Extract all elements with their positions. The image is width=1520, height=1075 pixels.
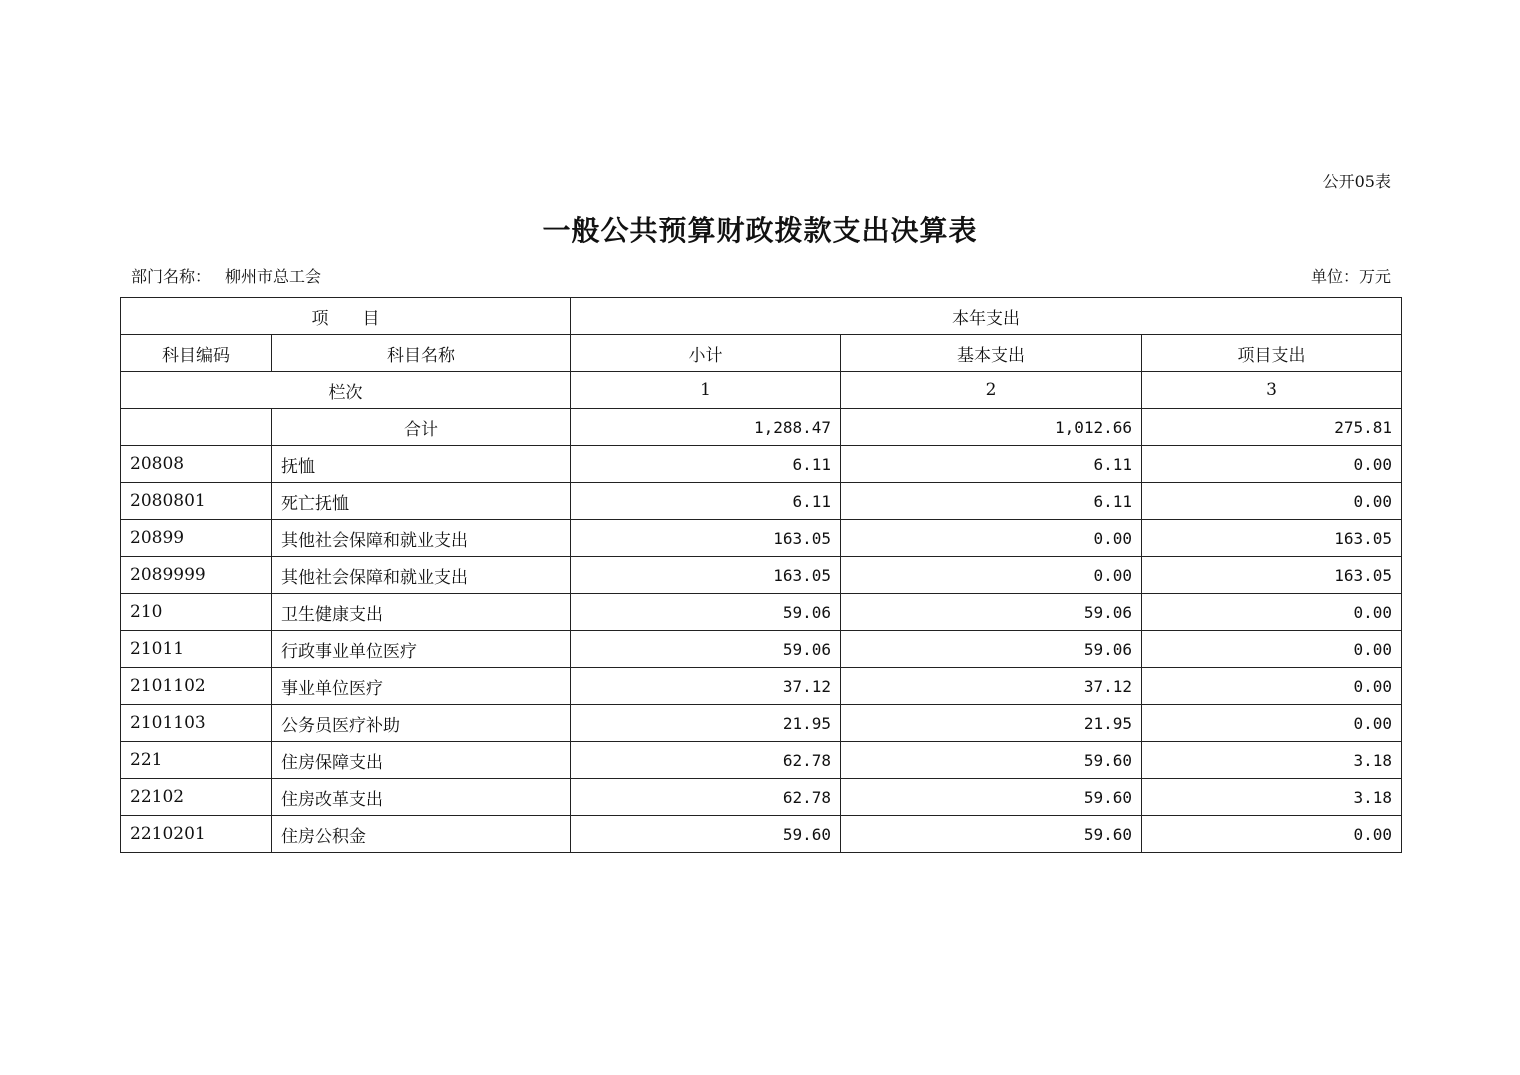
row-subtotal: 163.05 <box>571 557 841 594</box>
row-basic: 59.06 <box>841 631 1142 668</box>
row-subtotal: 21.95 <box>571 705 841 742</box>
row-code: 2089999 <box>121 557 272 594</box>
header-subtotal: 小计 <box>571 335 841 372</box>
row-project: 163.05 <box>1142 520 1402 557</box>
row-project: 3.18 <box>1142 779 1402 816</box>
header-row-1 <box>121 298 1402 335</box>
total-subtotal: 1,288.47 <box>571 409 841 446</box>
table-row <box>121 779 1402 816</box>
header-basic: 基本支出 <box>841 335 1142 372</box>
row-code: 22102 <box>121 779 272 816</box>
row-project: 0.00 <box>1142 483 1402 520</box>
department-line <box>131 266 321 288</box>
row-code: 2101103 <box>121 705 272 742</box>
row-basic: 59.60 <box>841 779 1142 816</box>
row-name: 事业单位医疗 <box>272 668 571 705</box>
row-name: 行政事业单位医疗 <box>272 631 571 668</box>
page-title: 一般公共预算财政拨款支出决算表 <box>542 214 978 247</box>
row-subtotal: 6.11 <box>571 483 841 520</box>
column-index-label: 栏次 <box>121 372 571 409</box>
row-name: 其他社会保障和就业支出 <box>272 520 571 557</box>
row-project: 3.18 <box>1142 742 1402 779</box>
row-name: 公务员医疗补助 <box>272 705 571 742</box>
row-project: 0.00 <box>1142 446 1402 483</box>
row-project: 0.00 <box>1142 594 1402 631</box>
table-row <box>121 594 1402 631</box>
row-subtotal: 59.06 <box>571 594 841 631</box>
row-name: 死亡抚恤 <box>272 483 571 520</box>
header-item-b: 目 <box>362 308 380 329</box>
row-subtotal: 62.78 <box>571 742 841 779</box>
row-project: 163.05 <box>1142 557 1402 594</box>
row-basic: 37.12 <box>841 668 1142 705</box>
row-name: 住房改革支出 <box>272 779 571 816</box>
row-basic: 59.06 <box>841 594 1142 631</box>
header-current-year: 本年支出 <box>571 298 1402 335</box>
column-index-3: 3 <box>1142 372 1402 409</box>
department-name: 柳州市总工会 <box>225 267 322 286</box>
total-label: 合计 <box>272 409 571 446</box>
row-basic: 59.60 <box>841 742 1142 779</box>
table-row <box>121 446 1402 483</box>
column-index-2: 2 <box>841 372 1142 409</box>
table-row <box>121 705 1402 742</box>
column-index-1: 1 <box>571 372 841 409</box>
row-project: 0.00 <box>1142 631 1402 668</box>
row-basic: 59.60 <box>841 816 1142 853</box>
expenditure-table <box>120 297 1402 853</box>
header-code: 科目编码 <box>121 335 272 372</box>
header-item <box>121 298 571 335</box>
row-subtotal: 6.11 <box>571 446 841 483</box>
header-row-2 <box>121 335 1402 372</box>
row-basic: 21.95 <box>841 705 1142 742</box>
header-item-a: 项 <box>311 308 329 329</box>
row-name: 卫生健康支出 <box>272 594 571 631</box>
row-code: 210 <box>121 594 272 631</box>
row-subtotal: 62.78 <box>571 779 841 816</box>
total-code <box>121 409 272 446</box>
row-name: 其他社会保障和就业支出 <box>272 557 571 594</box>
table-row <box>121 816 1402 853</box>
row-name: 住房公积金 <box>272 816 571 853</box>
table-row <box>121 483 1402 520</box>
department-label: 部门名称： <box>131 267 212 286</box>
row-code: 21011 <box>121 631 272 668</box>
total-project: 275.81 <box>1142 409 1402 446</box>
row-subtotal: 37.12 <box>571 668 841 705</box>
form-code: 公开05表 <box>1322 172 1391 191</box>
row-subtotal: 163.05 <box>571 520 841 557</box>
row-subtotal: 59.06 <box>571 631 841 668</box>
table-row <box>121 631 1402 668</box>
row-code: 221 <box>121 742 272 779</box>
total-basic: 1,012.66 <box>841 409 1142 446</box>
row-name: 抚恤 <box>272 446 571 483</box>
table-row <box>121 520 1402 557</box>
row-code: 20899 <box>121 520 272 557</box>
row-code: 2210201 <box>121 816 272 853</box>
row-name: 住房保障支出 <box>272 742 571 779</box>
row-project: 0.00 <box>1142 668 1402 705</box>
row-basic: 6.11 <box>841 483 1142 520</box>
row-basic: 6.11 <box>841 446 1142 483</box>
unit-label: 单位：万元 <box>1310 267 1391 286</box>
row-basic: 0.00 <box>841 520 1142 557</box>
row-basic: 0.00 <box>841 557 1142 594</box>
header-name: 科目名称 <box>272 335 571 372</box>
row-code: 2101102 <box>121 668 272 705</box>
table-row <box>121 557 1402 594</box>
column-index-row <box>121 372 1402 409</box>
row-project: 0.00 <box>1142 816 1402 853</box>
row-code: 20808 <box>121 446 272 483</box>
row-code: 2080801 <box>121 483 272 520</box>
row-project: 0.00 <box>1142 705 1402 742</box>
total-row <box>121 409 1402 446</box>
table-row <box>121 668 1402 705</box>
row-subtotal: 59.60 <box>571 816 841 853</box>
table-row <box>121 742 1402 779</box>
header-project: 项目支出 <box>1142 335 1402 372</box>
